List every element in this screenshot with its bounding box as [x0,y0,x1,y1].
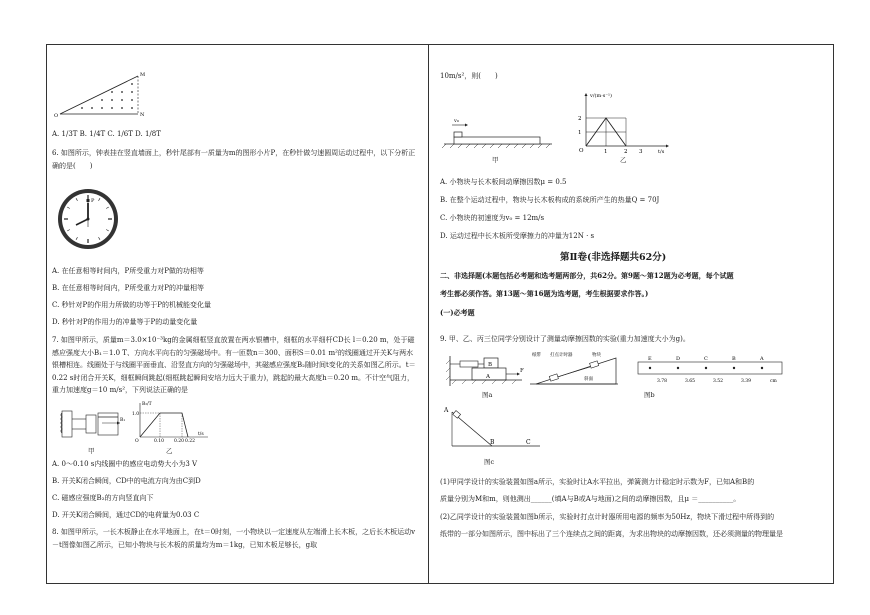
tri-label-n: N [140,112,145,118]
q6-option-a: A. 在任意相等时间内，P所受重力对P做的功相等 [52,267,204,275]
q9-part2-line2: 纸带的一部分如图所示，图中标出了三个连续点之间的距离，为求出物块的动摩擦因数，还必须测量的物理量是 [440,530,783,538]
clock-figure [56,187,120,251]
label-block: 物块 [592,353,601,358]
board-figure [444,118,554,158]
q7-stem: 7. 如图甲所示，质量m＝3.0×10⁻³kg的金属细框竖直放置在两水银槽中，细框的水平细杆CD长 l＝0.20 m，处于磁感应强度大小B₁＝1.0 T、方向水平向右的匀强磁场中。有一匝数n＝300、面积S＝0.01 m²的线圈通过开关K与两水银槽相连。线圈处于与线圈平面垂直、沿竖直方向的匀强磁场中，其磁感应强度B₂随时间t变化的关系如图乙所示。t＝0.22 s时闭合开关K，细框瞬间跳起(细框跳起瞬间安培力远大于重力)，跳起的最大高度h＝0.20 m。不计空气阻力，重力加速度g＝10 m/s²，下列说法正确的是 [52,336,416,394]
tape-letter-4: A [760,356,764,362]
clock-piece-p [87,199,90,202]
v-t-graph [572,88,672,158]
graph-xlabel: t/s [198,432,204,437]
q9-part1-line1: (1)甲同学设计的实验装置如图a所示，实验时让A水平拉出，弹簧测力计稳定时示数为F，已知A和B的 [440,478,755,486]
q6-option-c: C. 秒针对P的作用力所做的功等于P的机械能变化量 [52,301,211,309]
column-divider [428,44,429,584]
q7-fig-jia: 甲 [88,447,95,455]
graph-x2: 0.20 [174,439,185,444]
tape-gap-2: 3.52 [713,379,724,384]
label-timer: 打点计时器 [550,353,573,358]
q8-fig-jia: 甲 [492,156,499,164]
graph-y1: 1.0 [132,412,140,417]
q9-part2-line1: (2)乙同学设计的实验装置如图b所示，实验时打点计时器所用电源的频率为50Hz，物块下滑过程中所得到的 [440,513,775,521]
section2-line1: 二、非选择题(本题包括必考题和选考题两部分，共62分。第9题～第12题为必考题，每个试题 [440,271,734,280]
fig-c-caption: 图c [484,458,495,466]
tape-unit: cm [770,379,777,384]
vt-y1: 1 [578,130,582,136]
fig-c-incline [444,404,544,454]
label-tape: 纸带 [532,353,541,358]
vt-x2: 2 [624,149,628,155]
tape-gap-0: 3.78 [657,379,668,384]
q7-fig-yi: 乙 [166,447,173,455]
tape-letter-3: B [732,356,736,362]
q7-option-b: B. 开关K闭合瞬间，CD中的电流方向为由C到D [52,477,201,485]
fig-b-caption: 图b [644,391,655,399]
triangle-field-figure [54,70,148,120]
vt-x3: 3 [639,149,643,155]
q8-option-c: C. 小物块的初速度为v₀ = 12m/s [440,214,545,222]
fig-b-tape [636,352,786,386]
tri-label-o: O [54,113,59,119]
q9-stem: 9. 甲、乙、丙三位同学分别设计了测量动摩擦因数的实验(重力加速度大小为g)。 [440,335,690,343]
vt-origin: O [579,148,584,154]
fig-a-label-a: A [486,374,490,380]
q8-stem: 8. 如图甲所示，一长木板静止在水平地面上，在t＝0时刻，一小物块以一定速度从左端滑上长木板，之后长木板运动v－t图像如图乙所示，已知小物块与长木板的质量均为m＝1kg，已知木板足够长，g取 [52,528,416,549]
fig-c-label-c: C [526,439,531,446]
slope-apparatus [530,348,620,388]
q5-options: A. 1/3T B. 1/4T C. 1/6T D. 1/8T [52,130,161,138]
mag-label-b1: B₁ [120,418,126,423]
tape-letter-0: E [648,356,652,362]
q7-option-a: A. 0～0.10 s内线圈中的感应电动势大小为3 V [52,460,198,468]
fig-a-label-b: B [488,362,493,368]
graph-origin: O [135,439,139,444]
clock-label-p: P [91,198,95,204]
q7-option-c: C. 磁感应强度B₂的方向竖直向下 [52,494,154,502]
tape-letter-1: D [676,356,681,362]
vt-xlabel: t/s [658,149,665,155]
label-slope: 斜面 [584,377,593,382]
b2-t-graph [132,401,212,443]
fig-a-caption: 图a [482,391,493,399]
fig-c-label-b: B [490,439,495,446]
q7-option-d: D. 开关K闭合瞬间，通过CD的电荷量为0.03 C [52,511,200,519]
q8-continued: 10m/s²，则( ) [440,72,498,80]
tape-letter-2: C [704,356,708,362]
q8-fig-yi: 乙 [620,156,627,164]
tape-gap-1: 3.65 [685,379,696,384]
section2-line2: 考生都必须作答。第13题～第16题为选考题，考生根据要求作答。) [440,289,649,298]
vt-y2: 2 [578,116,582,122]
q8-option-b: B. 在整个运动过程中，物块与长木板构成的系统所产生的热量Q = 70J [440,196,660,204]
q6-option-d: D. 秒针对P的作用力的冲量等于P的动量变化量 [52,318,198,326]
graph-x1: 0.10 [154,439,165,444]
required-section-heading: (一)必考题 [440,308,475,317]
q8-option-a: A. 小物块与长木板间动摩擦因数μ = 0.5 [440,178,567,186]
tri-label-m: M [140,72,146,78]
q8-option-d: D. 运动过程中长木板所受摩擦力的冲量为12N · s [440,232,595,240]
q7-apparatus-figure [58,405,128,445]
tape-gap-3: 3.39 [741,379,752,384]
q6-stem: 6. 如图所示，钟表挂在竖直墙面上，秒针尾部有一质量为m的图形小片P，在秒针做匀速圆周运动过程中，以下分析正确的是( ) [52,149,416,170]
part2-title: 第Ⅱ卷(非选择题共62分) [560,252,667,263]
v0-label: v₀ [454,118,459,124]
fig-c-label-a: A [444,407,449,414]
fig-a-label-f: F [520,368,524,374]
graph-x3: 0.22 [185,439,196,444]
vt-x1: 1 [604,149,608,155]
vt-ylabel: v/(m·s⁻¹) [590,93,612,99]
graph-ylabel: B₂/T [142,402,152,407]
q6-option-b: B. 在任意相等时间内，P所受重力对P的冲量相等 [52,284,205,292]
q9-part1-line2: 质量分别为M和m，则他测出______(填A与B或A与地面)之间的动摩擦因数，且μ ＝__________。 [440,495,741,503]
